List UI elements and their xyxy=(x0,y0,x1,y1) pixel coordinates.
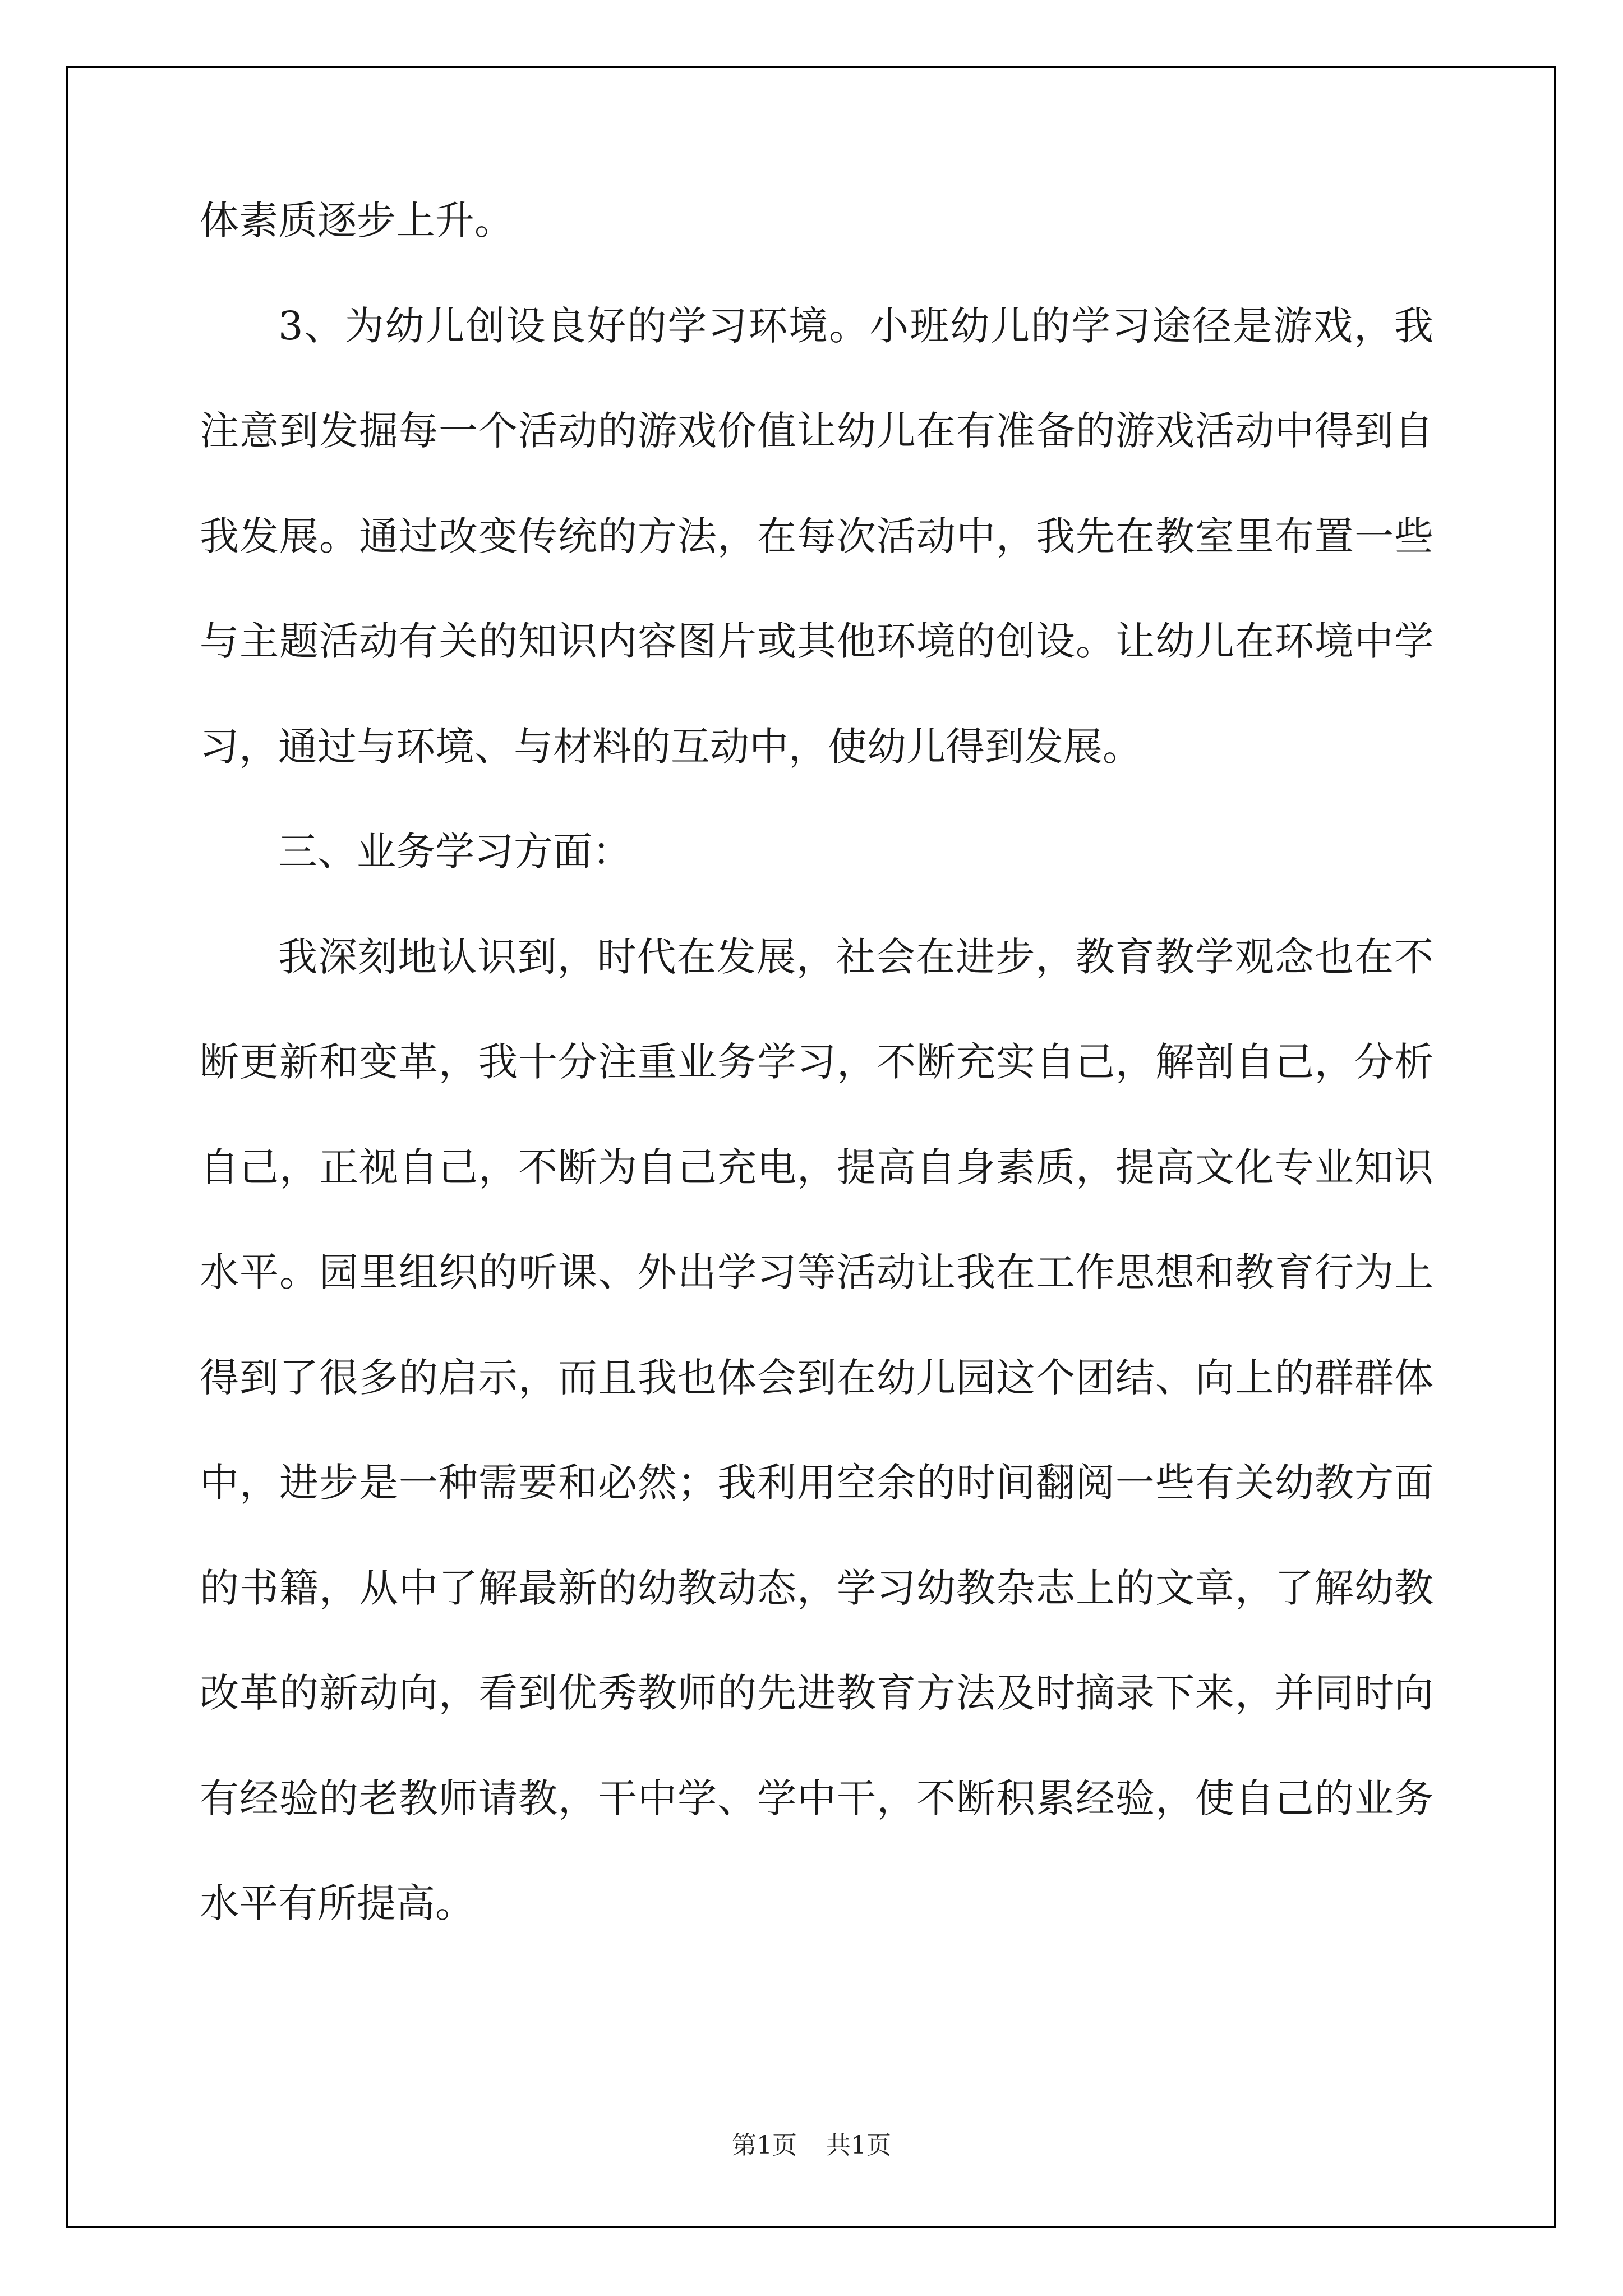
paragraph-1: 体素质逐步上升。 xyxy=(200,197,514,243)
paragraph-4: 我深刻地认识到，时代在发展，社会在进步，教育教学观念也在不断更新和变革，我十分注重业务学习，不断充实自己，解剖自己，分析自己，正视自己，不断为自己充电，提高自身素质，提高文化专业知识水平。园里组织的听课、外出学习等活动让我在工作思想和教育行为上得到了很多的启示，而且我也体会到在幼儿园这个团结、向上的群群体中，进步是一种需要和必然；我利用空余的时间翻阅一些有关幼教方面的书籍，从中了解最新的幼教动态，学习幼教杂志上的文章，了解幼教改革的新动向，看到优秀教师的先进教育方法及时摘录下来，并同时向有经验的老教师请教，干中学、学中干，不断积累经验，使自己的业务水平有所提高。 xyxy=(200,933,1433,1926)
paragraph-2: 3、为幼儿创设良好的学习环境。小班幼儿的学习途径是游戏，我注意到发掘每一个活动的游戏价值让幼儿在有准备的游戏活动中得到自我发展。通过改变传统的方法，在每次活动中，我先在教室里布置一些与主题活动有关的知识内容图片或其他环境的创设。让幼儿在环境中学习，通过与环境、与材料的互动中，使幼儿得到发展。 xyxy=(200,302,1433,770)
section-heading: 三、业务学习方面： xyxy=(278,829,631,875)
document-body xyxy=(200,168,1433,1957)
page-footer xyxy=(0,2125,1623,2161)
page-number-total: 共1页 xyxy=(826,2131,891,2160)
page-number-current: 第1页 xyxy=(732,2131,797,2160)
